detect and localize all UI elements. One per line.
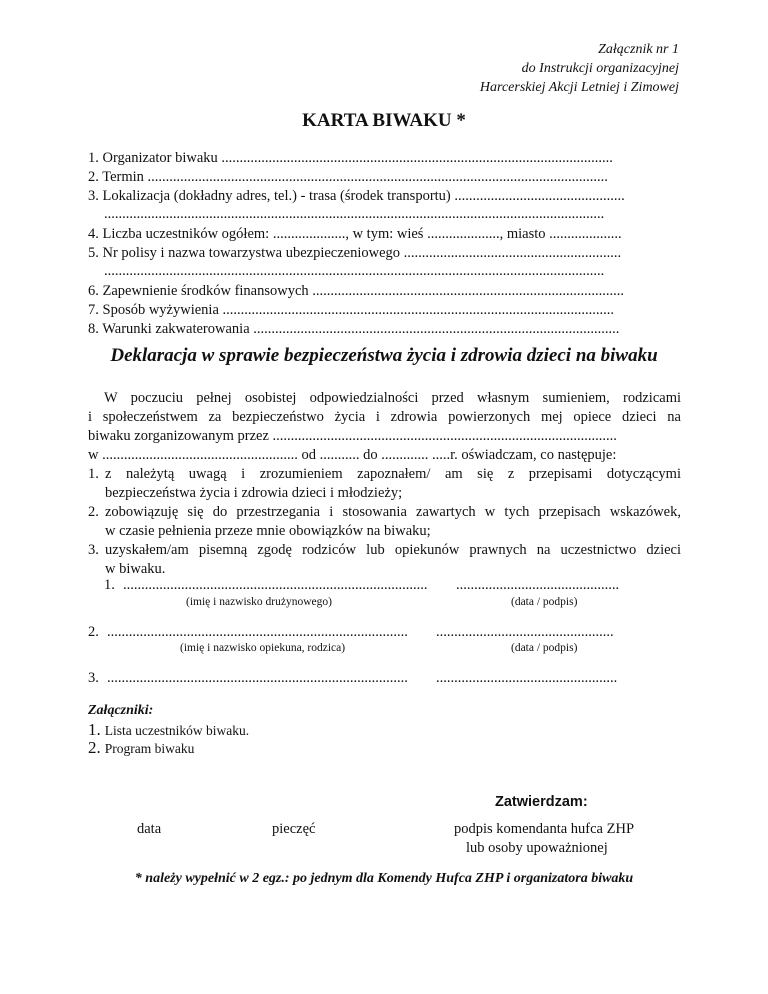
point-text-line-1: zobowiązuję się do przestrzegania i stosowania zawartych w tych przepisach wskazówek, [105, 504, 681, 520]
form-item-insurance: 5. Nr polisy i nazwa towarzystwa ubezpieczeniowego ............................................................ [88, 245, 622, 261]
attachment-item-1 [88, 720, 249, 740]
signature-1-name-caption: (imię i nazwisko drużynowego) [186, 596, 332, 608]
approval-signature-line-2: lub osoby upoważnionej [466, 840, 608, 856]
form-item-catering: 7. Sposób wyżywienia ............................................................................................................ [88, 302, 615, 318]
footnote: * należy wypełnić w 2 egz.: po jednym dla Komendy Hufca ZHP i organizatora biwaku [134, 871, 634, 886]
declaration-point-3 [88, 541, 681, 579]
signature-2-name-caption: (imię i nazwisko opiekuna, rodzica) [180, 642, 346, 654]
attachment-item-2 [88, 738, 194, 758]
point-text-line-2: w czasie pełnienia przeze mnie obowiązków na biwaku; [105, 523, 431, 539]
attachment-header-line-2: do Instrukcji organizacyjnej [521, 61, 679, 76]
approval-label: Zatwierdzam: [495, 794, 588, 810]
declaration-intro-line-2: i społeczeństwem za bezpieczeństwo życia i zdrowia powierzonych mej opiece dzieci na [88, 409, 681, 425]
form-item-location-continuation: .......................................................................................................................................... [104, 206, 605, 222]
form-item-insurance-continuation: .......................................................................................................................................... [104, 263, 605, 279]
point-text-line-1: uzyskałem/am pisemną zgodę rodziców lub opiekunów prawnych na uczestnictwo dzieci [105, 542, 681, 558]
point-text-line-2: w biwaku. [105, 561, 166, 577]
point-text-line-1: z należytą uwagą i zrozumieniem zapoznałem/ am się z przepisami dotyczącymi [105, 466, 681, 482]
declaration-intro-line-3: biwaku zorganizowanym przez ............................................................................................... [88, 428, 617, 444]
form-item-location: 3. Lokalizacja (dokładny adres, tel.) - trasa (środek transportu) ............................................... [88, 188, 625, 204]
form-item-financing: 6. Zapewnienie środków finansowych ...................................................................................... [88, 283, 625, 299]
attachment-text: Program biwaku [104, 741, 195, 756]
point-text-line-2: bezpieczeństwa życia i zdrowia dzieci i młodzieży; [105, 485, 403, 501]
signature-1-name-line: .................................................................................... [123, 577, 428, 593]
signature-2-name-line: ................................................................................... [107, 624, 408, 640]
declaration-title: Deklaracja w sprawie bezpieczeństwa życia i zdrowia dzieci na biwaku [110, 345, 658, 366]
signature-2-number: 2. [88, 624, 99, 640]
approval-signature-line-1: podpis komendanta hufca ZHP [454, 821, 635, 837]
declaration-point-1 [88, 465, 681, 503]
signature-1-date-line: ............................................. [456, 577, 620, 593]
attachments-title: Załączniki: [88, 703, 154, 718]
signature-2-date-line: ................................................. [436, 624, 614, 640]
signature-1-date-caption: (data / podpis) [511, 596, 578, 608]
declaration-intro-line-4: w ...................................................... od ........... do ............. .....r. oświadczam, co następuje: [88, 447, 617, 463]
signature-2-date-caption: (data / podpis) [511, 642, 578, 654]
attachment-text: Lista uczestników biwaku. [104, 723, 250, 738]
form-item-term: 2. Termin ............................................................................................................................... [88, 169, 608, 185]
signature-1-number: 1. [104, 577, 115, 593]
declaration-point-2 [88, 503, 681, 541]
signature-3-number: 3. [88, 670, 99, 686]
point-number: 2. [88, 504, 99, 520]
attachment-header-line-1: Załącznik nr 1 [598, 42, 679, 57]
form-item-accommodation: 8. Warunki zakwaterowania ..................................................................................................... [88, 321, 620, 337]
attachment-number: 2. [88, 738, 101, 757]
document-title: KARTA BIWAKU * [302, 110, 466, 131]
signature-3-date-line: .................................................. [436, 670, 618, 686]
point-number: 3. [88, 542, 99, 558]
form-item-participants: 4. Liczba uczestników ogółem: ...................., w tym: wieś ...................., miasto .................... [88, 226, 622, 242]
form-item-organizer: 1. Organizator biwaku ............................................................................................................ [88, 150, 613, 166]
signature-3-name-line: ................................................................................... [107, 670, 408, 686]
attachment-number: 1. [88, 720, 101, 739]
point-number: 1. [88, 466, 99, 482]
approval-date-label: data [137, 821, 162, 837]
declaration-intro-line-1: W poczuciu pełnej osobistej odpowiedzialności przed własnym sumieniem, rodzicami [104, 390, 681, 406]
attachment-header-line-3: Harcerskiej Akcji Letniej i Zimowej [479, 80, 679, 95]
approval-stamp-label: pieczęć [272, 821, 316, 837]
